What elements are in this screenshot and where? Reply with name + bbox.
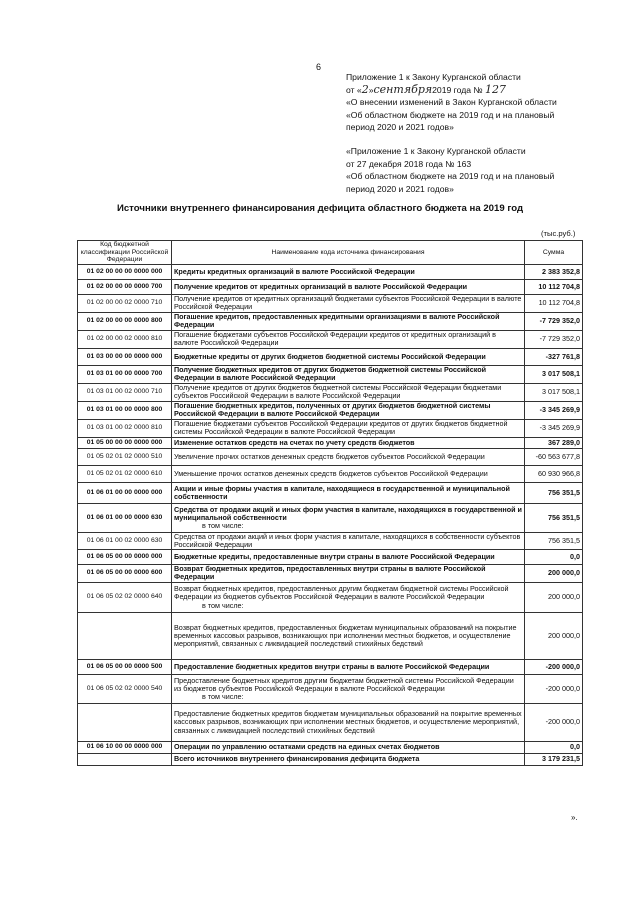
row-code: 01 02 00 00 00 0000 800: [78, 312, 172, 330]
table-row: [78, 465, 583, 482]
row-sum: -200 000,0: [525, 659, 583, 674]
row-name-cell: [172, 279, 525, 294]
row-name: Погашение бюджетами субъектов Российской Федерации кредитов от других бюджетов бюджетной системы Российской Федерации в валюте Российской Федерации: [174, 419, 508, 437]
row-name: Бюджетные кредиты, предоставленные внутри страны в валюте Российской Федерации: [174, 551, 495, 561]
table-row: [78, 482, 583, 503]
row-name-cell: [172, 401, 525, 419]
row-name-cell: [172, 264, 525, 279]
date-year: 2019 года №: [432, 84, 483, 95]
row-sum: 200 000,0: [525, 612, 583, 659]
row-sum: 10 112 704,8: [525, 279, 583, 294]
row-code: 01 06 01 00 00 0000 000: [78, 482, 172, 503]
table-row: [78, 503, 583, 532]
row-name: Средства от продажи акций и иных форм участия в капитале, находящихся в государственной и муниципальной собственности: [174, 504, 522, 522]
table-row: [78, 612, 583, 659]
row-sum: 756 351,5: [525, 482, 583, 503]
row-name: Возврат бюджетных кредитов, предоставленных внутри страны в валюте Российской Федерации: [174, 564, 486, 582]
row-sum: -7 729 352,0: [525, 330, 583, 348]
row-subnote: в том числе:: [202, 692, 244, 702]
row-name: Кредиты кредитных организаций в валюте Российской Федерации: [174, 266, 415, 276]
row-sum: 0,0: [525, 741, 583, 753]
table-header-row: [78, 241, 583, 265]
row-code: 01 03 00 00 00 0000 000: [78, 348, 172, 365]
row-sum: 756 351,5: [525, 532, 583, 549]
row-name-cell: [172, 437, 525, 448]
row-name-cell: [172, 674, 525, 703]
table-row: [78, 703, 583, 741]
appendix-date-line: [346, 84, 616, 97]
row-name: Получение кредитов от других бюджетов бюджетной системы Российской Федерации бюджетами субъектов Российской Федерации в валюте Российской Федерации: [174, 383, 502, 401]
row-name: Получение бюджетных кредитов от других бюджетов бюджетной системы Российской Федерации в валюте Российской Федерации: [174, 365, 487, 383]
row-sum: -7 729 352,0: [525, 312, 583, 330]
row-sum: -200 000,0: [525, 703, 583, 741]
row-name: Средства от продажи акций и иных форм участия в капитале, находящихся в собственности субъектов Российской Федерации: [174, 531, 521, 549]
row-code: [78, 703, 172, 741]
table-row: [78, 330, 583, 348]
table-row: [78, 741, 583, 753]
appendix-line: «Приложение 1 к Закону Курганской области: [346, 146, 526, 156]
appendix-line: «Об областном бюджете на 2019 год и на плановый: [346, 109, 555, 120]
table-row: [78, 582, 583, 612]
row-code: 01 06 05 00 00 0000 600: [78, 564, 172, 582]
row-name-cell: [172, 312, 525, 330]
row-code: 01 05 02 01 02 0000 510: [78, 448, 172, 465]
row-sum: 200 000,0: [525, 564, 583, 582]
row-name: Возврат бюджетных кредитов, предоставленных другим бюджетам бюджетной системы Российской Федерации из бюджетов субъектов Российской Федерации в валюте Российской Федерации: [174, 584, 509, 602]
row-code: 01 06 05 00 00 0000 500: [78, 659, 172, 674]
row-sum: -3 345 269,9: [525, 401, 583, 419]
row-name-cell: [172, 582, 525, 612]
row-sum: 0,0: [525, 549, 583, 564]
handwritten-number: 127: [485, 82, 506, 96]
row-sum: -60 563 677,8: [525, 448, 583, 465]
row-sum: 3 017 508,1: [525, 365, 583, 383]
table-row: [78, 659, 583, 674]
row-code: [78, 753, 172, 765]
row-name: Предоставление бюджетных кредитов внутри страны в валюте Российской Федерации: [174, 661, 490, 671]
row-name: Операции по управлению остатками средств на единых счетах бюджетов: [174, 742, 440, 752]
appendix-line: «Об областном бюджете на 2019 год и на плановый: [346, 171, 555, 182]
row-code: [78, 612, 172, 659]
table-row: [78, 753, 583, 765]
table-row: [78, 348, 583, 365]
row-sum: -327 761,8: [525, 348, 583, 365]
row-name-cell: [172, 532, 525, 549]
table-row: [78, 279, 583, 294]
row-name-cell: [172, 383, 525, 401]
row-sum: 60 930 966,8: [525, 465, 583, 482]
row-name-cell: [172, 448, 525, 465]
row-name: Погашение бюджетами субъектов Российской Федерации кредитов от кредитных организаций в валюте Российской Федерации: [174, 330, 496, 348]
appendix-line: период 2020 и 2021 годов»: [346, 122, 454, 133]
row-name-cell: [172, 564, 525, 582]
row-code: 01 02 00 00 00 0000 700: [78, 279, 172, 294]
row-sum: 756 351,5: [525, 503, 583, 532]
header-sum: Сумма: [525, 241, 583, 265]
row-name-cell: [172, 741, 525, 753]
row-name: Погашение бюджетных кредитов, полученных от других бюджетов бюджетной системы Российской Федерации в валюте Российской Федерации: [174, 401, 491, 419]
table-row: [78, 312, 583, 330]
row-code: 01 06 10 00 00 0000 000: [78, 741, 172, 753]
appendix-header-new: [346, 71, 616, 134]
table-row: [78, 294, 583, 312]
row-name-cell: [172, 419, 525, 437]
row-code: 01 03 01 00 02 0000 710: [78, 383, 172, 401]
page-number: 6: [316, 62, 322, 72]
row-name-cell: [172, 549, 525, 564]
row-name: Всего источников внутреннего финансирования дефицита бюджета: [174, 754, 420, 764]
row-code: 01 02 00 00 02 0000 810: [78, 330, 172, 348]
row-code: 01 03 01 00 00 0000 700: [78, 365, 172, 383]
row-name: Возврат бюджетных кредитов, предоставленных бюджетам муниципальных образований на покрытие временных кассовых разрывов, возникающих при исполнении местных бюджетов, и осуществление мероприятий, связанных с ликвидацией последствий стихийных бедствий: [174, 622, 517, 649]
row-name: Увеличение прочих остатков денежных средств бюджетов субъектов Российской Федерации: [174, 451, 485, 461]
row-name-cell: [172, 348, 525, 365]
table-row: [78, 549, 583, 564]
row-code: 01 02 00 00 00 0000 000: [78, 264, 172, 279]
table-row: [78, 437, 583, 448]
date-prefix: от «: [346, 84, 362, 95]
row-sum: -200 000,0: [525, 674, 583, 703]
row-name: Погашение кредитов, предоставленных кредитными организациями в валюте Российской Федерации: [174, 312, 500, 330]
row-name-cell: [172, 294, 525, 312]
row-name: Предоставление бюджетных кредитов бюджетам муниципальных образований на покрытие временных кассовых разрывов, возникающих при исполнении местных бюджетов, и осуществление мероприятий, связанных с ликвидацией последствий стихийных бедствий: [174, 709, 522, 735]
row-name: Предоставление бюджетных кредитов другим бюджетам бюджетной системы Российской Федерации из бюджетов субъектов Российской Федерации в валюте Российской Федерации: [174, 675, 514, 693]
row-sum: 3 017 508,1: [525, 383, 583, 401]
row-name: Получение кредитов от кредитных организаций в валюте Российской Федерации: [174, 281, 468, 291]
appendix-line: Приложение 1 к Закону Курганской области: [346, 72, 521, 82]
row-name: Изменение остатков средств на счетах по учету средств бюджетов: [174, 437, 415, 447]
handwritten-month: сентября: [373, 82, 433, 96]
document-title: Источники внутреннего финансирования дефицита областного бюджета на 2019 год: [116, 203, 524, 214]
row-subnote: в том числе:: [202, 600, 244, 610]
closing-mark: ».: [571, 813, 578, 822]
table-row: [78, 401, 583, 419]
row-code: 01 06 05 02 02 0000 640: [78, 582, 172, 612]
row-name-cell: [172, 365, 525, 383]
row-code: 01 03 01 00 00 0000 800: [78, 401, 172, 419]
handwritten-day: 2: [361, 82, 369, 96]
row-name-cell: [172, 659, 525, 674]
appendix-header-original: [346, 145, 616, 195]
row-name-cell: [172, 612, 525, 659]
table-row: [78, 564, 583, 582]
table-row: [78, 419, 583, 437]
row-code: 01 05 02 01 02 0000 610: [78, 465, 172, 482]
row-name: Получение кредитов от кредитных организаций бюджетами субъектов Российской Федерации в валюте Российской Федерации: [174, 294, 522, 312]
row-code: 01 06 05 00 00 0000 000: [78, 549, 172, 564]
units-label: (тыс.руб.): [541, 229, 576, 238]
row-sum: 2 383 352,8: [525, 264, 583, 279]
row-name-cell: [172, 330, 525, 348]
row-name-cell: [172, 753, 525, 765]
table-row: [78, 365, 583, 383]
appendix-line: «О внесении изменений в Закон Курганской области: [346, 97, 557, 108]
header-code: Код бюджетной классификации Российской Федерации: [78, 241, 172, 265]
financing-sources-table: [77, 240, 583, 766]
row-name-cell: [172, 482, 525, 503]
table-row: [78, 448, 583, 465]
row-sum: 367 289,0: [525, 437, 583, 448]
table-row: [78, 264, 583, 279]
row-name-cell: [172, 465, 525, 482]
table-row: [78, 383, 583, 401]
row-name: Акции и иные формы участия в капитале, находящиеся в государственной и муниципальной собственности: [174, 483, 510, 501]
table-row: [78, 674, 583, 703]
row-code: 01 05 00 00 00 0000 000: [78, 437, 172, 448]
row-name-cell: [172, 503, 525, 532]
date-mid: »: [368, 84, 374, 95]
row-code: 01 02 00 00 02 0000 710: [78, 294, 172, 312]
appendix-line: период 2020 и 2021 годов»: [346, 183, 454, 194]
row-name: Бюджетные кредиты от других бюджетов бюджетной системы Российской Федерации: [174, 351, 486, 361]
row-sum: 3 179 231,5: [525, 753, 583, 765]
row-sum: 10 112 704,8: [525, 294, 583, 312]
row-code: 01 06 01 00 00 0000 630: [78, 503, 172, 532]
table-row: [78, 532, 583, 549]
appendix-line: от 27 декабря 2018 года № 163: [346, 158, 472, 169]
row-sum: -3 345 269,9: [525, 419, 583, 437]
row-code: 01 06 01 00 02 0000 630: [78, 532, 172, 549]
row-sum: 200 000,0: [525, 582, 583, 612]
row-subnote: в том числе:: [202, 520, 244, 530]
row-name: Уменьшение прочих остатков денежных средств бюджетов субъектов Российской Федерации: [174, 468, 488, 478]
row-code: 01 03 01 00 02 0000 810: [78, 419, 172, 437]
row-name-cell: [172, 703, 525, 741]
header-name: Наименование кода источника финансирования: [172, 241, 525, 265]
row-code: 01 06 05 02 02 0000 540: [78, 674, 172, 703]
table-body: [78, 264, 583, 765]
